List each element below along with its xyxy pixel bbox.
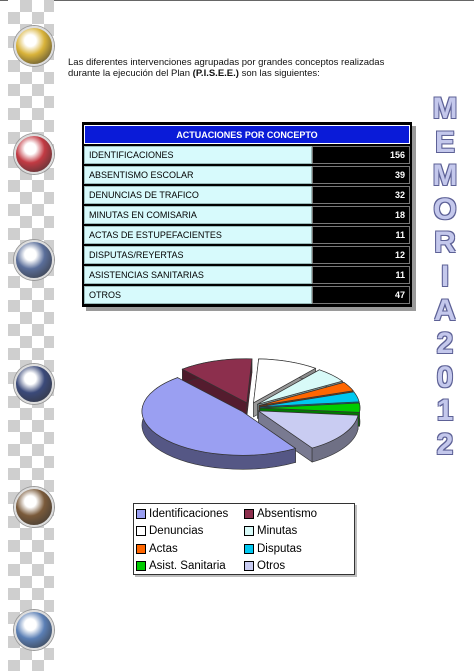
legend-item	[136, 505, 244, 523]
table-row	[84, 266, 410, 284]
table-title: ACTUACIONES POR CONCEPTO	[84, 125, 410, 144]
table-row	[84, 206, 410, 224]
intro-line-2	[68, 68, 428, 79]
row-label: MINUTAS EN COMISARIA	[84, 206, 312, 224]
row-value: 156	[312, 146, 410, 164]
legend-item	[244, 523, 356, 541]
police-badge-logo	[14, 134, 54, 174]
table-row	[84, 146, 410, 164]
row-value: 32	[312, 186, 410, 204]
sidebar	[0, 0, 62, 671]
intro-line-1: Las diferentes intervenciones agrupadas por grandes conceptos realizadas	[68, 57, 385, 68]
ata-logo	[14, 240, 54, 280]
legend-swatch	[244, 526, 254, 536]
legend-swatch	[244, 544, 254, 554]
upma-logo	[14, 610, 54, 650]
legend-label: Denuncias	[149, 525, 204, 538]
legend-item	[136, 540, 244, 558]
pie-chart	[128, 340, 378, 500]
table-row	[84, 286, 410, 304]
legend-label: Otros	[257, 560, 286, 573]
row-label: DENUNCIAS DE TRAFICO	[84, 186, 312, 204]
row-label: IDENTIFICACIONES	[84, 146, 312, 164]
memoria-letter: R	[434, 226, 456, 260]
table-row	[84, 246, 410, 264]
row-label: ACTAS DE ESTUPEFACIENTES	[84, 226, 312, 244]
legend-swatch	[136, 509, 146, 519]
row-value: 11	[312, 226, 410, 244]
legend-label: Actas	[149, 542, 178, 555]
table-row	[84, 166, 410, 184]
legend-swatch	[244, 509, 254, 519]
memoria-letter: M	[432, 92, 458, 125]
legend-label: Identificaciones	[149, 507, 229, 520]
memoria-letter: I	[440, 259, 450, 293]
top-rule	[0, 0, 474, 1]
row-value: 18	[312, 206, 410, 224]
legend-item	[244, 558, 356, 576]
row-label: DISPUTAS/REYERTAS	[84, 246, 312, 264]
intro-line-2-end: son las siguientes:	[238, 68, 320, 79]
intro-line-2-text: durante la ejecución del Plan	[68, 68, 193, 79]
ugt-logo	[14, 364, 54, 404]
row-value: 47	[312, 286, 410, 304]
memoria-letter: 2	[436, 327, 454, 361]
legend-item	[244, 540, 356, 558]
legend-swatch	[136, 561, 146, 571]
memoria-letter: 0	[436, 360, 454, 394]
intro-paragraph	[68, 57, 428, 79]
row-label: OTROS	[84, 286, 312, 304]
memoria-letter: 1	[436, 394, 454, 428]
row-label: ASISTENCIAS SANITARIAS	[84, 266, 312, 284]
memoria-letter: A	[434, 293, 456, 327]
legend-swatch	[136, 526, 146, 536]
row-value: 11	[312, 266, 410, 284]
plan-acronym: (P.I.S.E.E.)	[192, 68, 239, 79]
checker-strip	[8, 0, 54, 671]
legend-item	[136, 558, 244, 576]
legend-swatch	[136, 544, 146, 554]
unit-badge-logo	[14, 487, 54, 527]
memoria-letter: 2	[436, 427, 454, 461]
row-value: 39	[312, 166, 410, 184]
memoria-letter: O	[433, 192, 457, 226]
row-label: ABSENTISMO ESCOLAR	[84, 166, 312, 184]
crest-logo	[14, 26, 54, 66]
chart-legend	[133, 503, 355, 575]
legend-label: Minutas	[257, 525, 298, 538]
table-row	[84, 186, 410, 204]
table-row	[84, 226, 410, 244]
legend-item	[244, 505, 356, 523]
memoria-letter: M	[432, 159, 458, 193]
legend-item	[136, 523, 244, 541]
memoria-vertical-title	[416, 92, 474, 462]
memoria-letter: E	[434, 125, 455, 159]
legend-label: Absentismo	[257, 507, 318, 520]
legend-label: Asist. Sanitaria	[149, 560, 226, 573]
legend-swatch	[244, 561, 254, 571]
legend-label: Disputas	[257, 542, 302, 555]
row-value: 12	[312, 246, 410, 264]
actions-table	[82, 122, 412, 307]
